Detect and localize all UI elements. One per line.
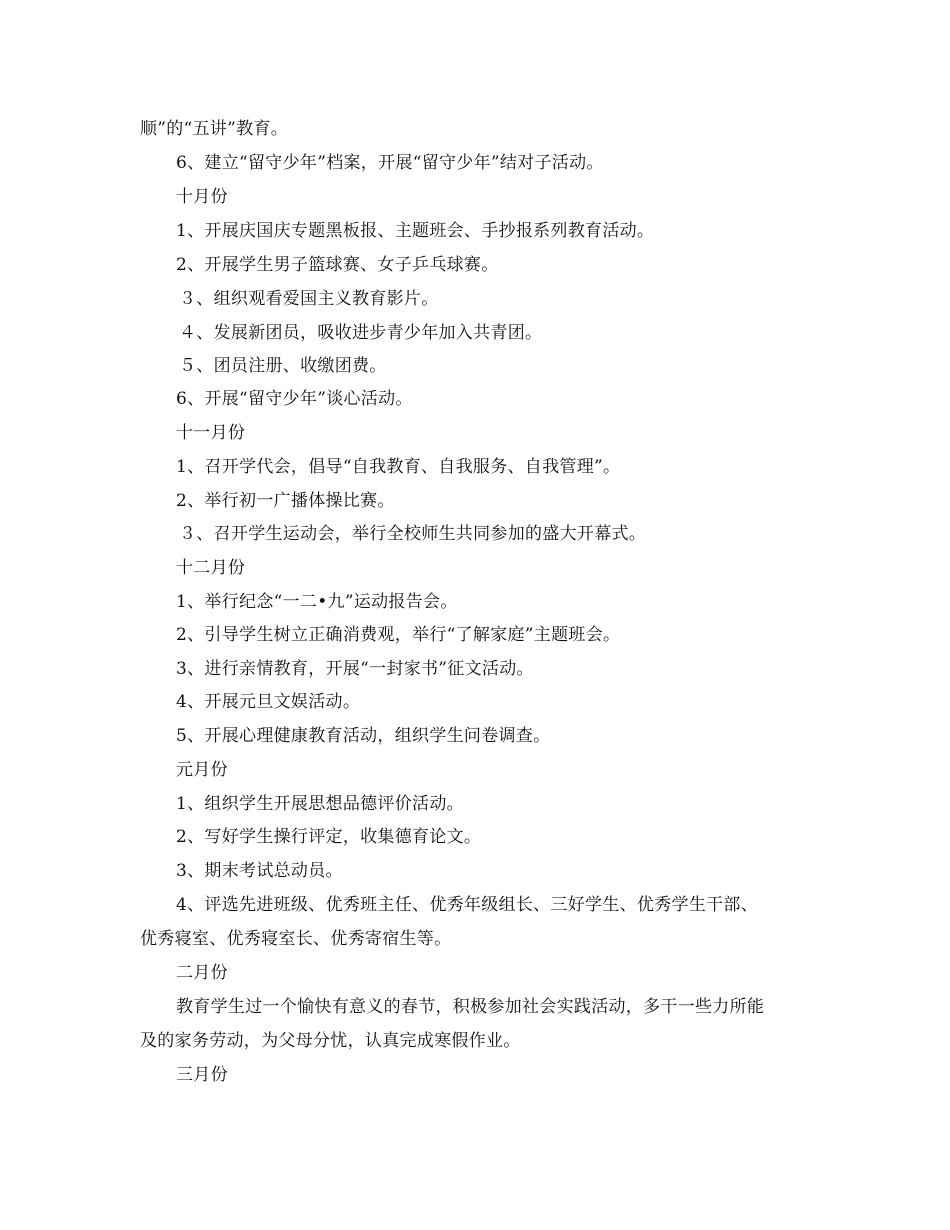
- month-heading: 元月份: [176, 760, 228, 780]
- text-line: 5、开展心理健康教育活动，组织学生问卷调查。: [176, 726, 551, 746]
- month-heading: 十二月份: [176, 558, 246, 578]
- text-line: 优秀寝室、优秀寝室长、优秀寄宿生等。: [140, 929, 452, 949]
- text-line: 6、开展“留守少年”谈心活动。: [176, 389, 413, 409]
- text-line: ４、发展新团员，吸收进步青少年加入共青团。: [179, 323, 543, 343]
- month-heading: 三月份: [176, 1065, 228, 1085]
- text-line: 1、召开学代会，倡导“自我教育、自我服务、自我管理”。: [176, 457, 621, 477]
- text-line: 4、开展元旦文娱活动。: [176, 692, 361, 712]
- text-line: 顺”的“五讲”教育。: [140, 119, 289, 139]
- text-line: 教育学生过一个愉快有意义的春节，积极参加社会实践活动，多干一些力所能: [176, 997, 765, 1017]
- text-line: 2、引导学生树立正确消费观，举行“了解家庭”主题班会。: [176, 625, 621, 645]
- text-line: 4、评选先进班级、优秀班主任、优秀年级组长、三好学生、优秀学生干部、: [176, 895, 759, 915]
- month-heading: 二月份: [176, 963, 228, 983]
- text-line: 及的家务劳动，为父母分忧，认真完成寒假作业。: [140, 1031, 521, 1051]
- text-line: 2、写好学生操行评定，收集德育论文。: [176, 827, 482, 847]
- text-line: ３、组织观看爱国主义教育影片。: [179, 289, 439, 309]
- text-line: 3、期末考试总动员。: [176, 861, 343, 881]
- text-line: 1、举行纪念“一二•九”运动报告会。: [176, 592, 458, 612]
- text-line: 1、组织学生开展思想品德评价活动。: [176, 794, 464, 814]
- text-line: 3、进行亲情教育，开展“一封家书”征文活动。: [176, 659, 534, 679]
- text-line: 6、建立“留守少年”档案，开展“留守少年”结对子活动。: [176, 153, 604, 173]
- text-line: 1、开展庆国庆专题黑板报、主题班会、手抄报系列教育活动。: [176, 221, 655, 241]
- text-line: ３、召开学生运动会，举行全校师生共同参加的盛大开幕式。: [179, 524, 647, 544]
- text-line: 2、开展学生男子篮球赛、女子乒乓球赛。: [176, 255, 499, 275]
- text-line: 2、举行初一广播体操比赛。: [176, 491, 395, 511]
- month-heading: 十一月份: [176, 423, 246, 443]
- month-heading: 十月份: [176, 187, 228, 207]
- text-line: ５、团员注册、收缴团费。: [179, 356, 387, 376]
